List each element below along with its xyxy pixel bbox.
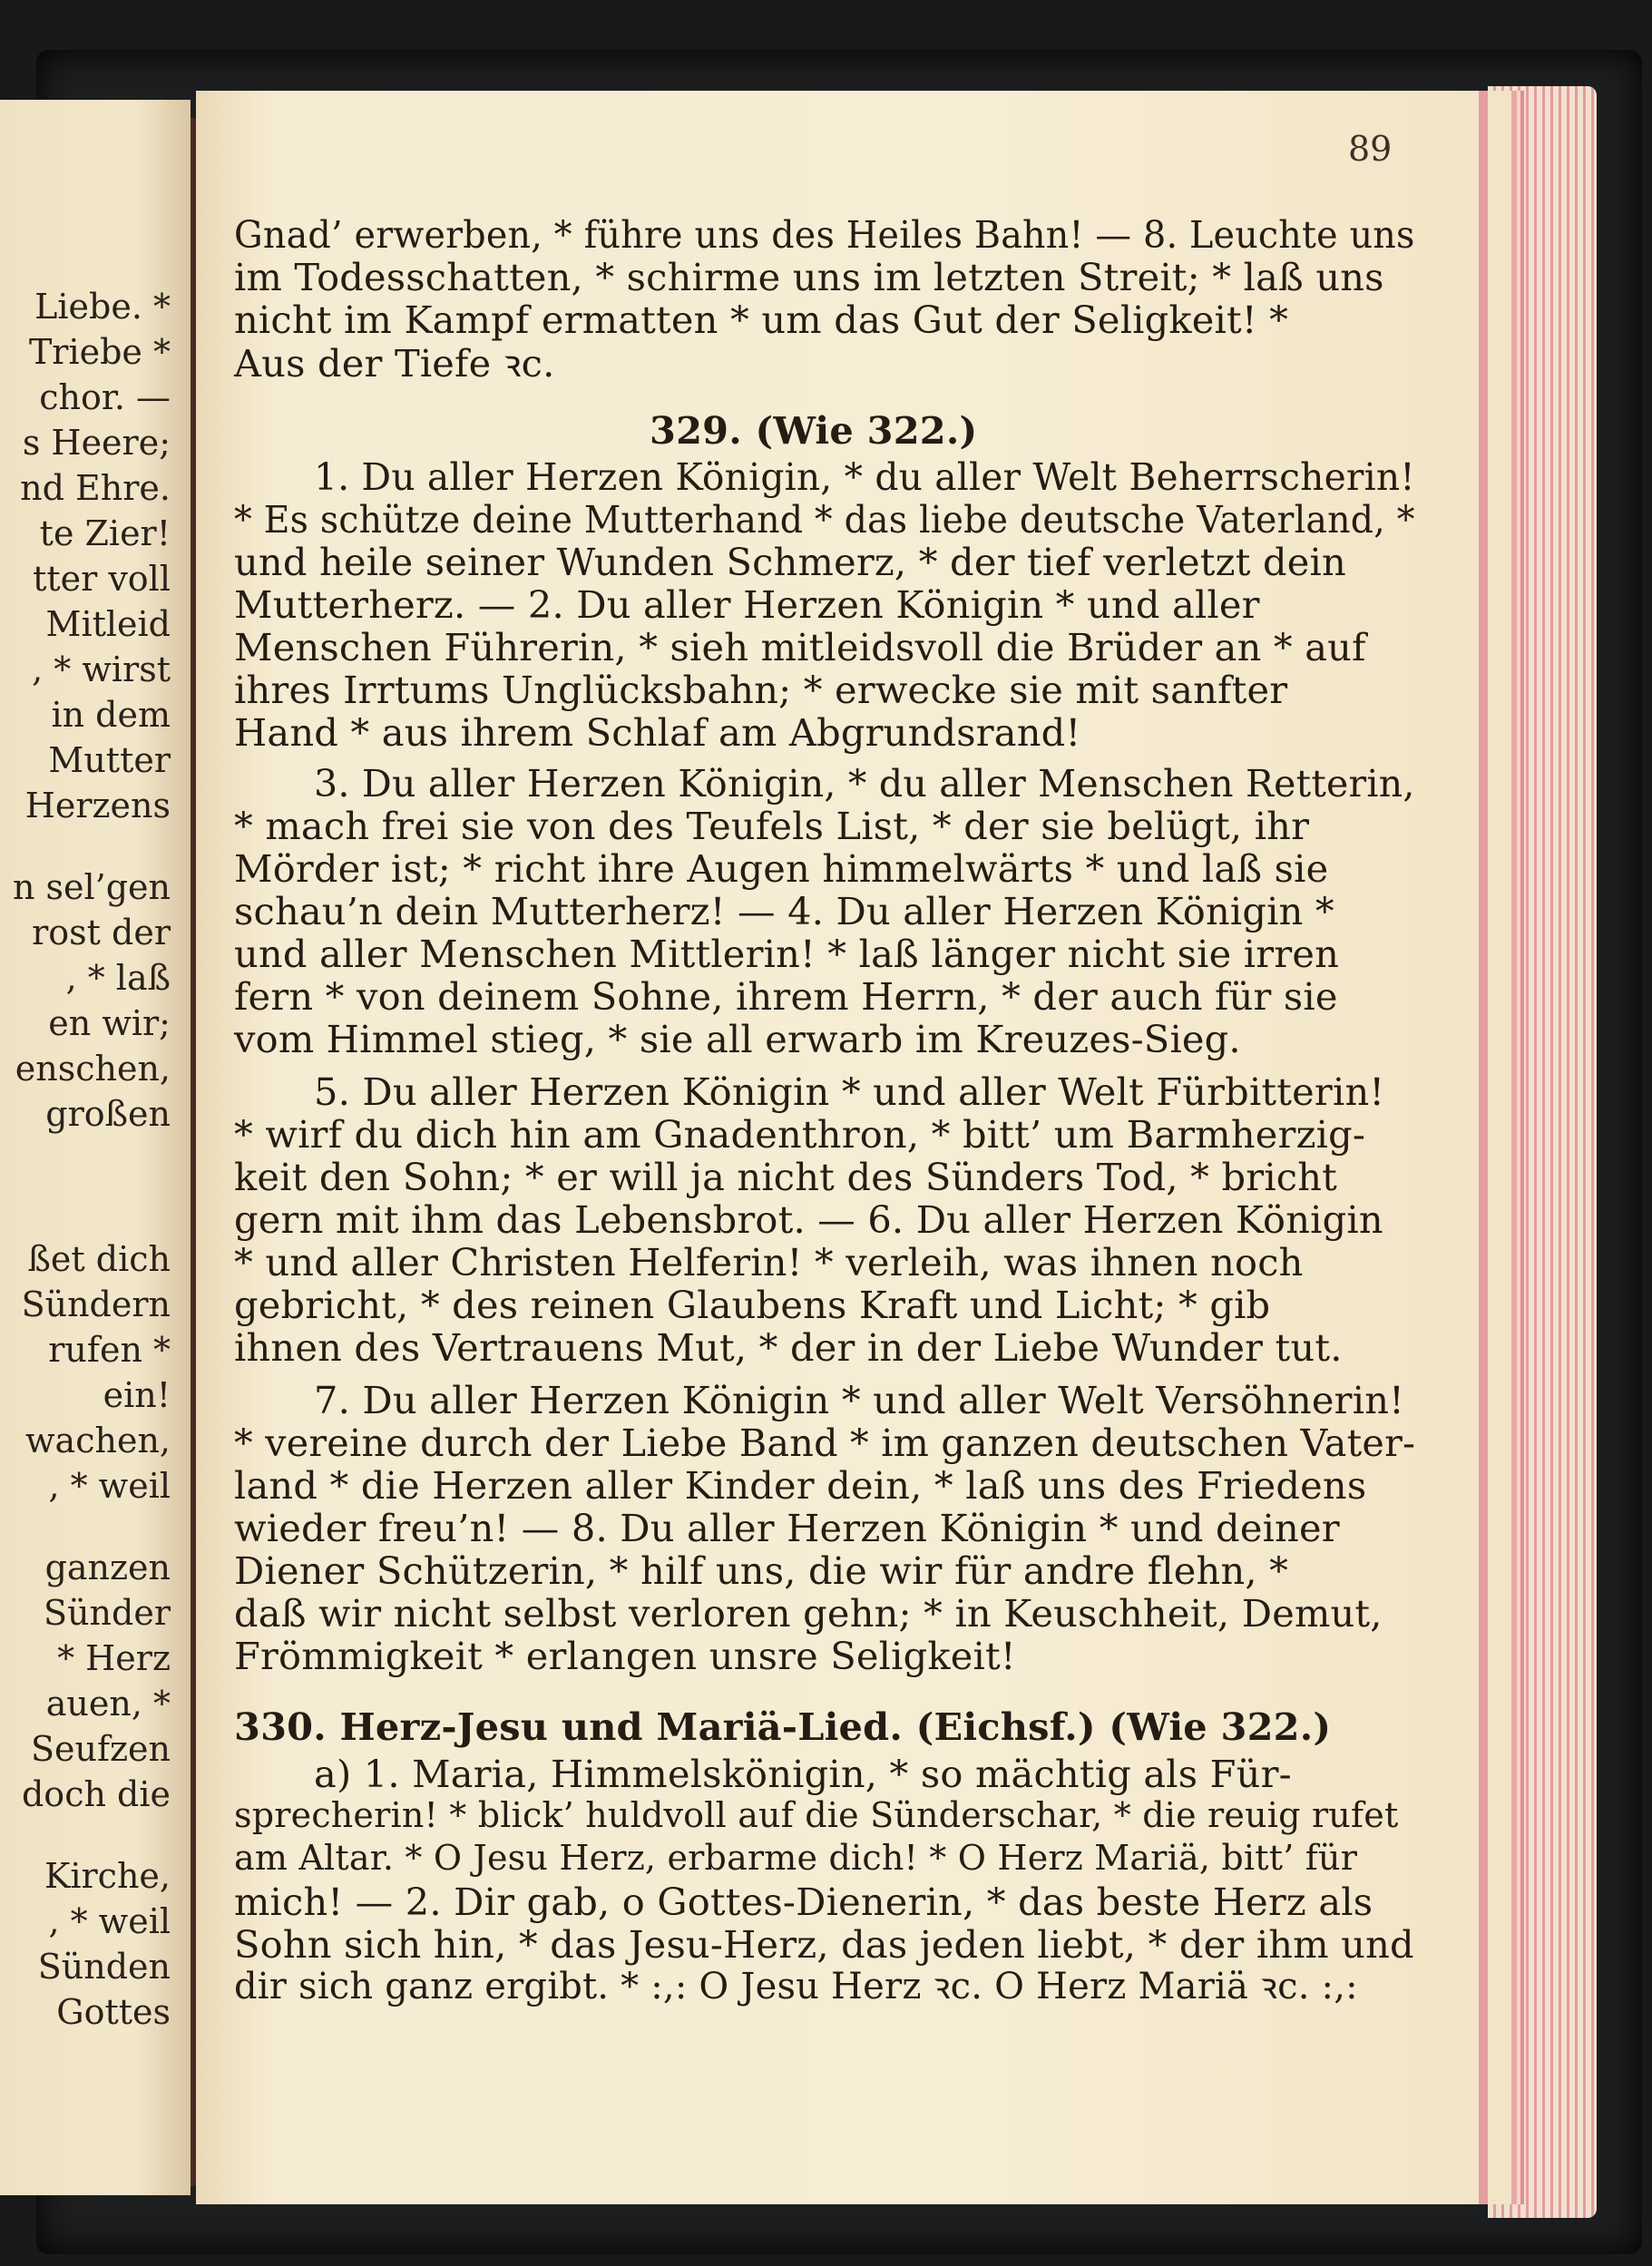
left-page-line: Mitleid: [45, 604, 171, 644]
left-page-line: Sünden: [37, 1947, 171, 1987]
page-red-edge: [1479, 91, 1488, 2204]
left-page-line: Mutter: [48, 740, 171, 780]
left-page-line: Herzens: [24, 786, 171, 825]
text-line: daß wir nicht selbst verloren gehn; * in Keuschheit, Demut,: [234, 1591, 1383, 1636]
left-page: [0, 100, 191, 2195]
text-line: Gnad’ erwerben, * führe uns des Heiles Bahn! — 8. Leuchte uns: [234, 212, 1415, 257]
text-line: im Todesschatten, * schirme uns im letzten Streit; * laß uns: [234, 255, 1384, 299]
text-line: gern mit ihm das Lebensbrot. — 6. Du aller Herzen Königin: [234, 1197, 1383, 1242]
left-page-line: chor. —: [39, 377, 171, 417]
text-line: 1. Du aller Herzen Königin, * du aller Welt Beherrscherin!: [314, 454, 1415, 499]
text-line: 3. Du aller Herzen Königin, * du aller Menschen Retterin,: [314, 761, 1415, 806]
left-page-line: rost der: [32, 913, 171, 952]
left-page-line: te Zier!: [39, 513, 171, 553]
text-line: ihnen des Vertrauens Mut, * der in der Liebe Wunder tut.: [234, 1325, 1343, 1370]
left-page-line: * Herz: [57, 1638, 171, 1678]
text-line: keit den Sohn; * er will ja nicht des Sünders Tod, * bricht: [234, 1155, 1338, 1199]
left-page-line: Triebe *: [28, 332, 171, 372]
text-line: ihres Irrtums Unglücksbahn; * erwecke sie mit sanfter: [234, 668, 1288, 712]
left-page-line: in dem: [51, 695, 171, 735]
text-line: dir sich ganz ergibt. * :,: O Jesu Herz ꝛc. O Herz Mariä ꝛc. :,:: [234, 1966, 1358, 2007]
text-line: fern * von deinem Sohne, ihrem Herrn, * der auch für sie: [234, 974, 1338, 1019]
left-page-line: , * weil: [48, 1901, 171, 1941]
hymn-heading-329: 329. (Wie 322.): [650, 408, 978, 453]
text-line: * und aller Christen Helferin! * verleih, was ihnen noch: [234, 1240, 1304, 1284]
text-line: und aller Menschen Mittlerin! * laß länger nicht sie irren: [234, 932, 1340, 976]
left-page-line: en wir;: [48, 1003, 171, 1043]
left-page-line: wachen,: [25, 1421, 171, 1460]
hymn-heading-330: 330. Herz-Jesu und Mariä-Lied. (Eichsf.) (Wie 322.): [234, 1704, 1332, 1749]
text-line: Mutterherz. — 2. Du aller Herzen Königin * und aller: [234, 582, 1260, 627]
text-line: sprecherin! * blick’ huldvoll auf die Sünderschar, * die reuig rufet: [234, 1795, 1399, 1835]
text-line: Diener Schützerin, * hilf uns, die wir für andre flehn, *: [234, 1548, 1289, 1593]
text-line: Menschen Führerin, * sieh mitleidsvoll die Brüder an * auf: [234, 625, 1366, 669]
left-page-line: enschen,: [15, 1049, 171, 1089]
text-line: gebricht, * des reinen Glaubens Kraft und Licht; * gib: [234, 1283, 1271, 1327]
left-page-line: tter voll: [33, 559, 171, 599]
text-line: * Es schütze deine Mutterhand * das liebe deutsche Vaterland, *: [234, 497, 1415, 542]
left-page-line: doch die: [21, 1774, 171, 1814]
text-line: land * die Herzen aller Kinder dein, * laß uns des Friedens: [234, 1463, 1367, 1508]
left-page-line: Seufzen: [30, 1729, 171, 1769]
text-line: * vereine durch der Liebe Band * im ganzen deutschen Vater-: [234, 1421, 1416, 1465]
left-page-line: s Heere;: [22, 423, 171, 463]
page-number: 89: [1348, 129, 1393, 169]
left-page-line: Gottes: [56, 1992, 171, 2032]
left-page-line: Sündern: [21, 1284, 171, 1324]
text-line: wieder freu’n! — 8. Du aller Herzen Königin * und deiner: [234, 1506, 1340, 1550]
text-line: vom Himmel stieg, * sie all erwarb im Kreuzes-Sieg.: [234, 1017, 1241, 1061]
text-line: Sohn sich hin, * das Jesu-Herz, das jeden liebt, * der ihm und: [234, 1922, 1414, 1967]
text-line: mich! — 2. Dir gab, o Gottes-Dienerin, * das beste Herz als: [234, 1880, 1373, 1924]
left-page-line: Sünder: [44, 1593, 171, 1633]
text-line: Hand * aus ihrem Schlaf am Abgrundsrand!: [234, 710, 1081, 755]
left-page-line: , * laß: [65, 958, 171, 998]
text-line: Frömmigkeit * erlangen unsre Seligkeit!: [234, 1634, 1016, 1678]
left-page-line: , * weil: [48, 1466, 171, 1506]
text-line: Mörder ist; * richt ihre Augen himmelwärts * und laß sie: [234, 846, 1329, 891]
left-page-line: rufen *: [48, 1330, 171, 1370]
text-line: am Altar. * O Jesu Herz, erbarme dich! * O Herz Mariä, bitt’ für: [234, 1838, 1358, 1878]
left-page-line: Liebe. *: [34, 287, 171, 327]
left-page-line: , * wirst: [32, 650, 171, 689]
left-page-line: n sel’gen: [12, 867, 171, 907]
left-page-line: ßet dich: [27, 1239, 171, 1279]
text-line: schau’n dein Mutterherz! — 4. Du aller Herzen Königin *: [234, 889, 1334, 933]
text-line: * wirf du dich hin am Gnadenthron, * bitt’ um Barmherzig-: [234, 1112, 1366, 1157]
text-line: a) 1. Maria, Himmelskönigin, * so mächtig als Für-: [314, 1752, 1292, 1796]
left-page-line: auen, *: [45, 1684, 171, 1724]
left-page-line: ein!: [103, 1375, 171, 1415]
left-page-line: ganzen: [44, 1548, 171, 1587]
left-page-line: großen: [45, 1094, 171, 1134]
text-line: 5. Du aller Herzen Königin * und aller Welt Fürbitterin!: [314, 1070, 1385, 1114]
text-line: Aus der Tiefe ꝛc.: [234, 341, 555, 386]
text-line: * mach frei sie von des Teufels List, * der sie belügt, ihr: [234, 804, 1310, 848]
text-line: und heile seiner Wunden Schmerz, * der tief verletzt dein: [234, 540, 1346, 584]
text-line: nicht im Kampf ermatten * um das Gut der Seligkeit! *: [234, 298, 1289, 342]
left-page-line: nd Ehre.: [20, 468, 171, 508]
text-line: 7. Du aller Herzen Königin * und aller Welt Versöhnerin!: [314, 1378, 1404, 1422]
left-page-line: Kirche,: [44, 1856, 171, 1896]
